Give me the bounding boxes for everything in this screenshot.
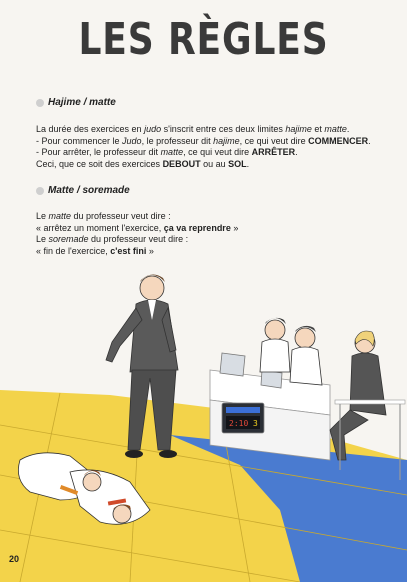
page-title: LES RÈGLES xyxy=(78,14,329,65)
text-run: . xyxy=(368,135,371,146)
paragraph-line xyxy=(36,246,396,258)
seated-judge-1 xyxy=(260,318,290,372)
text-run: Ceci, que ce soit des exercices xyxy=(36,158,163,169)
scoreboard-score: 3 xyxy=(253,419,258,428)
text-run: Judo xyxy=(122,135,142,146)
laptop-icon xyxy=(261,370,282,388)
text-run: Le xyxy=(36,234,49,244)
text-run: ça va reprendre xyxy=(163,222,231,233)
judo-illustration xyxy=(0,260,407,582)
bullet-icon xyxy=(36,187,44,195)
text-run: matte xyxy=(160,147,184,157)
text-run: hajime xyxy=(285,124,312,134)
text-run: » xyxy=(146,245,154,256)
paragraph-line xyxy=(36,147,396,159)
text-run: ARRÊTER xyxy=(251,147,296,157)
section-heading-hajime xyxy=(36,97,116,108)
text-run: DEBOUT xyxy=(162,158,201,169)
text-run: La durée des exercices en xyxy=(36,124,145,134)
text-run: matte xyxy=(48,211,72,221)
paragraph-line xyxy=(36,159,396,171)
section-heading-matte xyxy=(36,185,130,196)
text-run: Le xyxy=(36,211,49,221)
text-run: , le professeur dit xyxy=(141,135,214,146)
text-run: du professeur veut dire : xyxy=(71,211,171,221)
text-run: COMMENCER xyxy=(308,135,369,146)
text-run: , ce qui veut dire xyxy=(183,147,252,157)
text-run: hajime xyxy=(213,135,240,146)
text-run: « fin de l'exercice, xyxy=(36,245,111,256)
text-run: , ce qui veut dire xyxy=(239,135,309,146)
text-run: s'inscrit entre ces deux limites xyxy=(161,124,286,134)
text-run: - Pour commencer le xyxy=(36,135,123,146)
text-run: . xyxy=(346,124,350,134)
text-run: - Pour arrêter, le professeur dit xyxy=(36,147,161,157)
scoreboard xyxy=(222,403,264,433)
paragraph-line xyxy=(36,211,396,223)
text-run: du professeur veut dire : xyxy=(88,234,189,244)
text-run: . xyxy=(295,147,298,157)
text-run: » xyxy=(230,222,239,233)
text-run: soremade xyxy=(48,234,89,244)
page-number: 20 xyxy=(9,554,20,564)
section-heading-text: Matte / soremade xyxy=(48,185,130,196)
text-run: matte xyxy=(324,124,347,134)
section-paragraph-matte xyxy=(36,211,396,257)
text-run: ou au xyxy=(200,158,229,169)
laptop-icon xyxy=(220,353,245,376)
section-paragraph-hajime xyxy=(36,124,396,170)
paragraph-line xyxy=(36,234,396,246)
bullet-icon xyxy=(36,99,44,107)
paragraph-line xyxy=(36,136,396,148)
seated-judge-2 xyxy=(290,326,322,385)
text-run: . xyxy=(246,158,250,169)
section-heading-text: Hajime / matte xyxy=(48,97,116,108)
scoreboard-time: 2:10 xyxy=(229,419,249,428)
text-run: et xyxy=(311,124,325,134)
paragraph-line xyxy=(36,223,396,235)
text-run: « arrêtez un moment l'exercice, xyxy=(36,222,164,233)
text-run: SOL xyxy=(228,158,247,169)
paragraph-line xyxy=(36,124,396,136)
text-run: c'est fini xyxy=(110,245,147,256)
text-run: judo xyxy=(144,124,162,134)
